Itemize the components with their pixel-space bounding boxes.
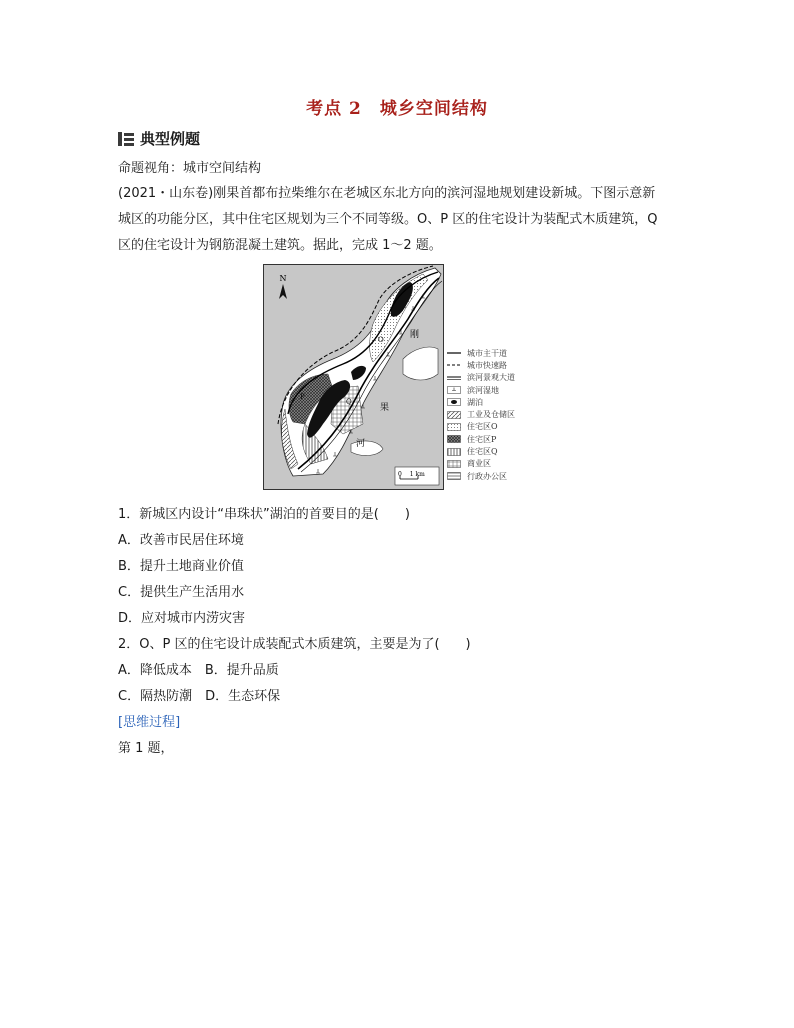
question-2-options-row-1: A．降低成本 B．提升品质 (118, 663, 279, 678)
question-1-option-c: C．提供生产生活用水 (118, 585, 245, 600)
question-2-stem: 2．O、P 区的住宅设计成装配式木质建筑，主要是为了( ) (118, 637, 471, 652)
north-label: N (279, 274, 287, 283)
list-icon (118, 132, 134, 146)
question-1-option-d: D．应对城市内涝灾害 (118, 611, 246, 626)
legend-item: 滨河湿地 (447, 384, 515, 396)
perspective-line: 命题视角：城市空间结构 (118, 161, 262, 176)
intro-line-3: 区的住宅设计为钢筋混凝土建筑。据此，完成 1～2 题。 (118, 238, 442, 253)
section-label: 典型例题 (140, 130, 201, 148)
legend-item: 行政办公区 (447, 470, 515, 482)
scale-label: 0 1 km (398, 471, 425, 478)
map-label-gang: 刚 (410, 330, 420, 340)
legend-item: 城市主干道 (467, 348, 507, 358)
map-legend (447, 347, 515, 482)
city-map-figure (263, 264, 444, 490)
map-label-Q: Q (346, 398, 352, 406)
question-1-option-a: A．改善市民居住环境 (118, 533, 244, 548)
map-label-guo: 果 (380, 403, 390, 413)
thinking-process-heading: [思维过程] (118, 715, 181, 730)
question-1-option-b: B．提升土地商业价值 (118, 559, 244, 574)
city-map (263, 264, 444, 490)
legend-item: 滨河景观大道 (467, 373, 515, 383)
legend-item: 湖泊 (447, 396, 515, 408)
legend-item: 住宅区P (447, 433, 515, 445)
map-label-O: O (378, 336, 384, 344)
intro-line-1: (2021・山东卷)刚果首都布拉柴维尔在老城区东北方向的滨河湿地规划建设新城。下图示意新 (118, 186, 656, 201)
legend-item: 住宅区O (447, 421, 515, 433)
intro-line-2: 城区的功能分区，其中住宅区规划为三个不同等级。O、P 区的住宅设计为装配式木质建筑，Q (118, 212, 658, 227)
map-label-he: 河 (356, 439, 366, 449)
legend-item: 工业及仓储区 (447, 408, 515, 420)
legend-item: 住宅区Q (447, 445, 515, 457)
map-label-P: P (300, 393, 305, 401)
question-1-stem: 1．新城区内设计“串珠状”湖泊的首要目的是( ) (118, 507, 410, 522)
question-2-options-row-2: C．隔热防潮 D．生态环保 (118, 689, 281, 704)
explanation-first-line: 第 1 题， (118, 741, 174, 756)
section-heading (118, 128, 200, 149)
legend-item: 城市快速路 (467, 360, 507, 370)
page-title: 考点 2 城乡空间结构 (306, 99, 488, 119)
legend-item: 商业区 (447, 458, 515, 470)
